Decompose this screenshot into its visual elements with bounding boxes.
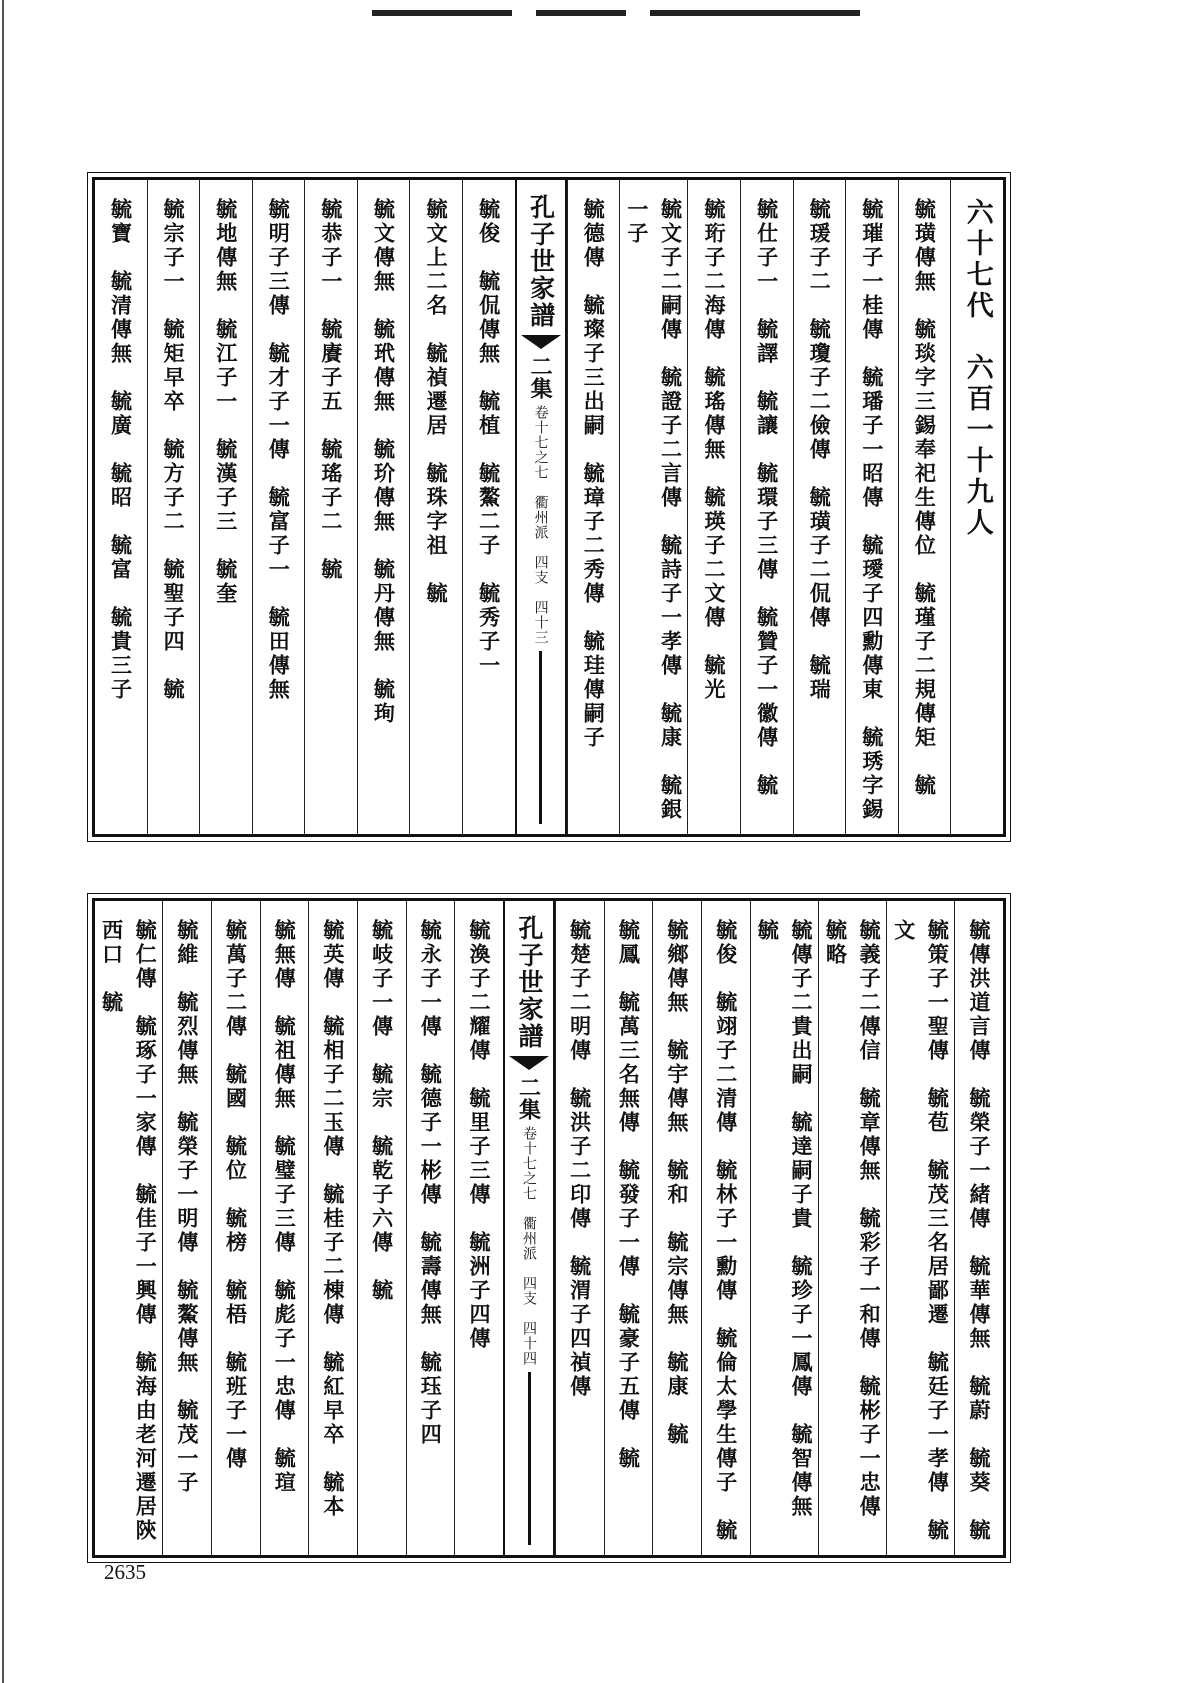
entry-column (462, 180, 515, 834)
entry-text: 毓無傳 毓祖傳無 毓璧子三傳 毓彪子一忠傳 毓瑄 (272, 919, 298, 1495)
entry-text: 毓德傳 毓璨子三出嗣 毓璋子二秀傳 毓珪傳嗣子 (581, 198, 607, 750)
entry-column (308, 901, 357, 1555)
entry-column (604, 901, 653, 1555)
entry-text: 毓文傳無 毓玳傳無 毓玠傳無 毓丹傳無 毓珣 (371, 198, 397, 726)
entry-text: 毓瑗子二 毓瓊子二儉傳 毓璜子二侃傳 毓瑞 (807, 198, 833, 702)
entry-column (199, 180, 252, 834)
volume-label: 二集 (515, 1076, 542, 1120)
entry-text: 毓恭子一 毓賡子五 毓瑤子二 毓 (318, 198, 344, 582)
entry-column (818, 901, 886, 1555)
entry-text: 毓璜傳無 毓琰字三錫奉祀生傳位 毓瑾子二規傳矩 毓 (912, 198, 938, 798)
genealogy-page-44 (92, 898, 1006, 1558)
entry-column (898, 180, 951, 834)
page-number: 2635 (104, 1560, 146, 1584)
entry-text: 毓傳洪道言傳 毓榮子一緒傳 毓華傳無 毓蔚 毓葵 毓 (966, 919, 992, 1543)
entry-column (652, 901, 701, 1555)
entry-column (357, 180, 410, 834)
scan-artifact (372, 10, 512, 16)
header-rule (528, 1372, 531, 1545)
entry-text: 毓萬子二傳 毓國 毓位 毓榜 毓梧 毓班子一傳 (223, 919, 249, 1471)
book-title: 孔子世家譜 (515, 915, 544, 1050)
entry-column (750, 901, 818, 1555)
entry-column (701, 901, 750, 1555)
entry-text: 毓仕子一 毓譯 毓讓 毓環子三傳 毓贊子一徽傳 毓 (754, 198, 780, 798)
entry-text: 毓維 毓烈傳無 毓榮子一明傳 毓鰲傳無 毓茂一子 (174, 919, 200, 1495)
entry-column (619, 180, 687, 834)
page-header-column (503, 901, 555, 1555)
entry-text: 毓英傳 毓相子二玉傳 毓桂子二棟傳 毓紅早卒 毓本 (320, 919, 346, 1519)
entry-text: 毓地傳無 毓江子一 毓漢子三 毓奎 (213, 198, 239, 606)
scan-artifact (536, 10, 626, 16)
entry-text: 毓岐子一傳 毓宗 毓乾子六傳 毓 (369, 919, 395, 1303)
entry-text: 毓宗子一 毓矩早卒 毓方子二 毓聖子四 毓 (161, 198, 187, 702)
entry-column (567, 180, 620, 834)
entry-column (845, 180, 898, 834)
entry-column (304, 180, 357, 834)
entry-text: 毓文上二名 毓禎遷居 毓珠字祖 毓 (424, 198, 450, 606)
chevron-mark-icon (521, 335, 561, 349)
entry-text: 毓珩子二海傳 毓瑤傳無 毓瑛子二文傳 毓光 (702, 198, 728, 702)
entry-text: 毓仁傳 毓琢子一家傳 毓佳子一興傳 毓海由老河遷居陝西口 毓 (99, 919, 159, 1543)
entry-column (740, 180, 793, 834)
entry-column (454, 901, 503, 1555)
generation-heading: 六十七代 六百一十九人 (961, 198, 993, 539)
entry-column (687, 180, 740, 834)
entry-column (162, 901, 211, 1555)
entry-column (406, 901, 455, 1555)
entry-text: 毓明子三傳 毓才子一傳 毓富子一 毓田傳無 (266, 198, 292, 702)
entry-column (886, 901, 954, 1555)
entry-column (147, 180, 200, 834)
volume-label: 二集 (527, 355, 554, 399)
book-title: 孔子世家譜 (526, 194, 556, 329)
section-label: 卷十七之七 衢州派 四支 四十三 (532, 405, 549, 645)
entry-text: 毓寶 毓清傳無 毓廣 毓昭 毓富 毓貴三子 (108, 198, 134, 702)
entry-text: 毓俊 毓翊子二清傳 毓林子一勳傳 毓倫太學生傳子 毓 (713, 919, 739, 1543)
scan-artifact (650, 10, 860, 16)
genealogy-page-43 (92, 177, 1006, 837)
scan-edge-line (2, 0, 4, 1683)
entry-text: 毓鳳 毓萬三名無傳 毓發子一傳 毓豪子五傳 毓 (616, 919, 642, 1471)
entry-text: 毓文子二嗣傳 毓證子二言傳 毓詩子一孝傳 毓康 毓銀一子 (624, 198, 684, 822)
entry-text: 毓渙子二耀傳 毓里子三傳 毓洲子四傳 (466, 919, 492, 1351)
entry-text: 毓永子一傳 毓德子一彬傳 毓壽傳無 毓珏子四 (418, 919, 444, 1447)
entry-column (260, 901, 309, 1555)
entry-column (252, 180, 305, 834)
entry-column (555, 901, 604, 1555)
entry-column (793, 180, 846, 834)
entry-column (211, 901, 260, 1555)
entry-column (357, 901, 406, 1555)
top-scan-strip (0, 0, 1190, 24)
entry-column (95, 180, 147, 834)
entry-column (95, 901, 162, 1555)
entry-column (954, 901, 1003, 1555)
entry-column (409, 180, 462, 834)
section-label: 卷十七之七 衢州派 四支 四十四 (521, 1126, 537, 1366)
entry-text: 毓楚子二明傳 毓洪子二印傳 毓渭子四禎傳 (567, 919, 593, 1399)
header-rule (539, 651, 542, 824)
page-header-column (515, 180, 567, 834)
chevron-mark-icon (509, 1056, 549, 1070)
entry-text: 毓俊 毓侃傳無 毓植 毓鰲二子 毓秀子一 (476, 198, 502, 678)
entry-text: 毓義子二傳信 毓章傳無 毓彩子一和傳 毓彬子一忠傳 毓略 (823, 919, 883, 1543)
entry-text: 毓傳子二貴出嗣 毓達嗣子貴 毓珍子一鳳傳 毓智傳無 毓 (755, 919, 814, 1543)
entry-text: 毓策子一聖傳 毓苞 毓茂三名居鄙遷 毓廷子一孝傳 毓文 (891, 919, 951, 1543)
generation-heading-column (950, 180, 1003, 834)
entry-text: 毓璀子一桂傳 毓璠子一昭傳 毓璦子四勳傳東 毓琇字錫 (859, 198, 885, 822)
entry-text: 毓鄉傳無 毓宇傳無 毓和 毓宗傳無 毓康 毓 (665, 919, 691, 1447)
